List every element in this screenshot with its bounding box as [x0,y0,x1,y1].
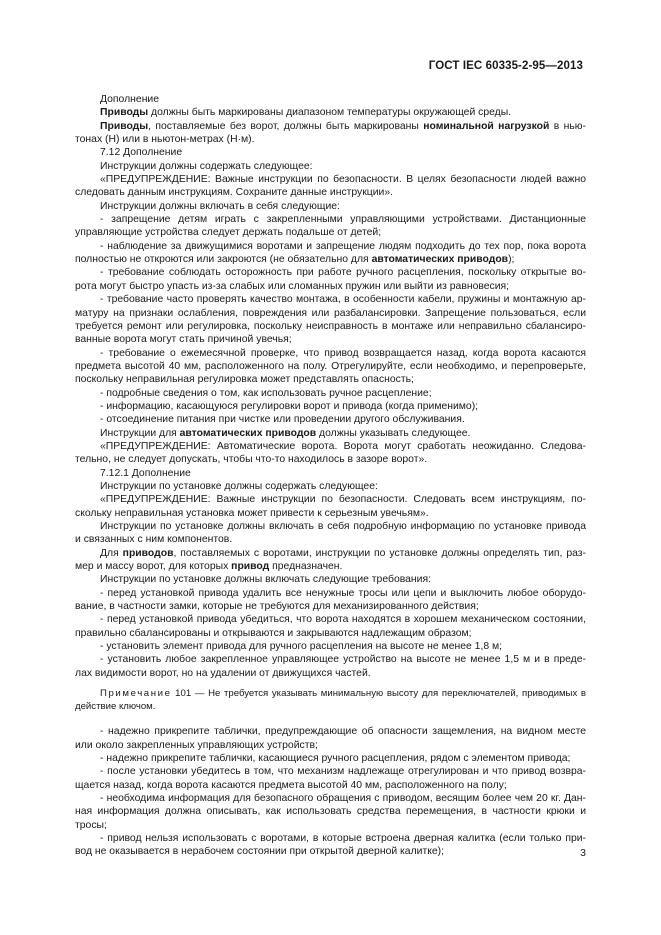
bold-term: приводов [122,547,174,559]
paragraph [75,613,586,640]
paragraph [75,725,586,752]
text-line [75,520,586,533]
text-run: вание, в частности замки, которые не требуются для механизированного действия; [75,601,479,613]
text-line [75,725,586,738]
text-run: матуру на признаки ослабления, повреждения или разбалансировки. Запрещение пользоваться, если [75,307,586,319]
text-run: Инструкции по установке должны содержать следующее: [100,480,378,492]
paragraph [75,547,586,574]
text-run: предмета высотой 40 мм, расположенного на полу. Отрегулируйте, если необходимо, и перепроверьте, [75,360,586,372]
text-line [75,186,586,199]
text-run: - необходима информация для безопасного обращения с приводом, весящим более чем 20 кг. Дан- [100,793,586,805]
text-run: щается назад, когда ворота касаются предмета высотой 40 мм, расположенного на полу; [75,779,507,791]
text-line [75,832,586,845]
paragraph [75,765,586,792]
paragraph [75,146,586,159]
text-line [75,547,586,560]
text-line [75,453,586,466]
text-run: тельно, не следует допускать, чтобы что-то находилось в зазоре ворот». [75,454,428,466]
text-run: Инструкции должны включать в себя следующие: [100,200,340,212]
paragraph [75,493,586,520]
document-body [75,93,586,859]
text-run: - надежно прикрепите таблички, предупреждающие об опасности защемления, на видном месте [100,726,586,738]
text-line [75,752,586,765]
text-line [75,600,586,613]
text-run: - запрещение детям играть с закрепленными управляющими устройствами. Дистанционные [100,214,586,226]
text-line [75,200,586,213]
paragraph [75,387,586,400]
text-line [75,845,586,858]
paragraph [75,587,586,614]
text-line [75,640,586,653]
paragraph [75,173,586,200]
bold-term: автоматических приводов [179,427,317,439]
text-run: в нью- [549,120,586,132]
paragraph [75,520,586,547]
text-run: тонах (Н) или в ньютон-метрах (Н·м). [75,134,255,146]
text-run: - требование о ежемесячной проверке, что привод возвращается назад, когда ворота касаются [100,347,586,359]
text-line [75,739,586,752]
text-line [75,627,586,640]
text-line [75,507,586,520]
text-line [75,93,586,106]
paragraph [75,213,586,240]
bold-term: номинальной нагрузкой [423,120,550,132]
text-line [75,120,586,133]
text-run: - привод нельзя использовать с воротами, в которые встроена дверная калитка (если только при- [100,833,586,845]
bold-term: привод [231,561,270,573]
text-line [75,440,586,453]
text-run: - отсоединение питания при чистке или проведении другого обслуживания. [100,414,465,426]
text-line [75,320,586,333]
text-line [75,400,586,413]
paragraph [75,120,586,147]
text-line [75,573,586,586]
text-run: Инструкции по установке должны включать следующие требования: [100,574,431,586]
text-line [75,427,586,440]
text-line [75,240,586,253]
text-run: - требование часто проверять качество монтажа, в особенности кабели, пружины и монтажную ар- [100,294,586,306]
text-line [75,373,586,386]
text-run: - требование соблюдать осторожность при работе ручного расцепления, поскольку открытые во- [100,267,586,279]
text-run: и связанных с ним компонентов. [75,534,233,546]
text-line [75,805,586,832]
paragraph [75,200,586,213]
text-line [75,226,586,239]
text-run: «ПРЕДУПРЕЖДЕНИЕ: Автоматические ворота. Ворота могут сработать неожиданно. Следова- [100,440,586,452]
text-run: ная информация должна описывать, как использовать средства перемещения, в частности крюки и тросы; [75,806,586,831]
text-line [75,146,586,159]
text-line [75,387,586,400]
text-run: Инструкции должны содержать следующее: [100,160,313,172]
text-line [75,173,586,186]
text-run: или около закрепленных управляющих устройств; [75,739,318,751]
paragraph [75,573,586,586]
paragraph [75,93,586,106]
text-line [75,253,586,266]
text-line [75,307,586,320]
text-run: лах видимости ворот, но на удалении от движущихся частей. [75,667,371,679]
text-line [75,653,586,666]
text-run: - подробные сведения о том, как использовать ручное расцепление; [100,387,432,399]
text-line [75,533,586,546]
text-run: - надежно прикрепите таблички, касающиеся ручного расцепления, рядом с элементом привода; [100,753,571,764]
text-run: управляющие устройства следует держать подальше от детей; [75,227,382,239]
text-run: - наблюдение за движущимися воротами и запрещение людям подходить до тех пор, пока ворота [100,240,586,252]
text-line [75,779,586,792]
paragraph [75,640,586,653]
paragraph [75,347,586,387]
text-line [75,413,586,426]
bold-term: Приводы [100,107,149,119]
note-label: Примечание [100,688,172,700]
text-run: Дополнение [100,94,160,105]
paragraph [75,792,586,832]
text-run: «ПРЕДУПРЕЖДЕНИЕ: Важные инструкции по безопасности. Следовать всем инструкциям, по- [100,494,586,506]
text-line [75,613,586,626]
bold-term: автоматических приводов [371,254,509,266]
text-run: , поставляемые без ворот, должны быть маркированы [148,120,424,132]
text-line [75,280,586,293]
text-run: ); [508,254,515,266]
text-line [75,347,586,360]
text-run: поскольку неправильная регулировка может представлять опасность; [75,374,414,386]
text-run: 7.12.1 Дополнение [100,467,191,479]
text-run: - после установки убедитесь в том, что механизм надлежаще отрегулирован и что привод возвра- [100,766,586,778]
paragraph [75,467,586,480]
note-block [75,688,586,713]
text-run: - установить элемент привода для ручного расцепления на высоте не менее 1,8 м; [100,641,503,653]
page-number: 3 [580,847,586,859]
text-run: 7.12 Дополнение [100,147,183,159]
text-line [75,160,586,173]
text-line [75,333,586,346]
text-run: полностью не откроются или закроются (не обязательно для [75,254,372,266]
paragraph [75,653,586,680]
text-run: требуется ремонт или регулировка, поскольку неисправность в монтаже или неправильно сбалансиро- [75,320,586,332]
paragraph [75,440,586,467]
text-run: «ПРЕДУПРЕЖДЕНИЕ: Важные инструкции по безопасности. В целях безопасности людей важно [100,174,586,186]
paragraph [75,413,586,426]
main-text-continued [75,725,586,858]
text-line [75,266,586,279]
text-line [75,467,586,480]
paragraph [75,427,586,440]
main-text [75,93,586,680]
document-header: ГОСТ IEC 60335-2-95—2013 [428,60,583,72]
text-line [75,133,586,146]
paragraph [75,266,586,293]
paragraph [75,293,586,346]
text-line [75,106,586,119]
text-line [75,667,586,680]
paragraph [75,160,586,173]
text-line [75,480,586,493]
text-line [75,587,586,600]
text-run: предназначен. [269,561,343,573]
text-line [75,560,586,573]
text-run: скольку неправильная установка может привести к серьезным увечьям». [75,507,429,519]
note-text: 101 — Не требуется указывать минимальную высоту для переключателей, приводимых в [171,688,586,700]
text-run: должны указывать следующее. [316,427,471,439]
text-run: - перед установкой привода удалить все ненужные тросы или цепи и выключить любое оборудо- [100,587,586,599]
paragraph [75,240,586,267]
text-line [75,765,586,778]
text-run: Инструкции для [100,427,180,439]
text-line [75,213,586,226]
paragraph [75,752,586,765]
paragraph [75,400,586,413]
text-run: Инструкции по установке должны включать в себя подробную информацию по установке привода [100,521,586,532]
text-run: следовать данным инструкциям. Сохраните данные инструкции». [75,187,394,199]
text-run: - перед установкой привода убедиться, что ворота находятся в хорошем механическом состоянии, [100,614,586,626]
text-line [75,293,586,306]
note-line [75,688,586,701]
text-run: правильно сбалансированы и открываются и закрываются надлежащим образом; [75,627,472,639]
paragraph [75,106,586,119]
text-line [75,360,586,373]
bold-term: Приводы [100,120,149,132]
paragraph [75,480,586,493]
text-run: - информацию, касающуюся регулировки ворот и привода (когда применимо); [100,400,479,412]
text-run: рота могут быстро упасть из-за слабых или сломанных пружин или выйти из равновесия; [75,280,510,292]
text-run: вод не оказывается в нерабочем состоянии при открытой дверной калитке); [75,846,445,858]
text-run: , поставляемых с воротами, инструкции по установке должны определять тип, раз- [173,547,586,559]
note-line: действие ключом. [75,700,156,712]
text-run: должны быть маркированы диапазоном температуры окружающей среды. [148,107,512,119]
text-run: ванные ворота могут стать причиной увечья; [75,334,292,346]
text-run: - установить любое закрепленное управляющее устройство на высоте не менее 1,5 м и в преде- [100,654,586,666]
paragraph [75,832,586,859]
text-line [75,792,586,805]
text-line [75,493,586,506]
text-run: мер и массу ворот, для которых [75,561,232,573]
text-run: Для [100,547,123,559]
